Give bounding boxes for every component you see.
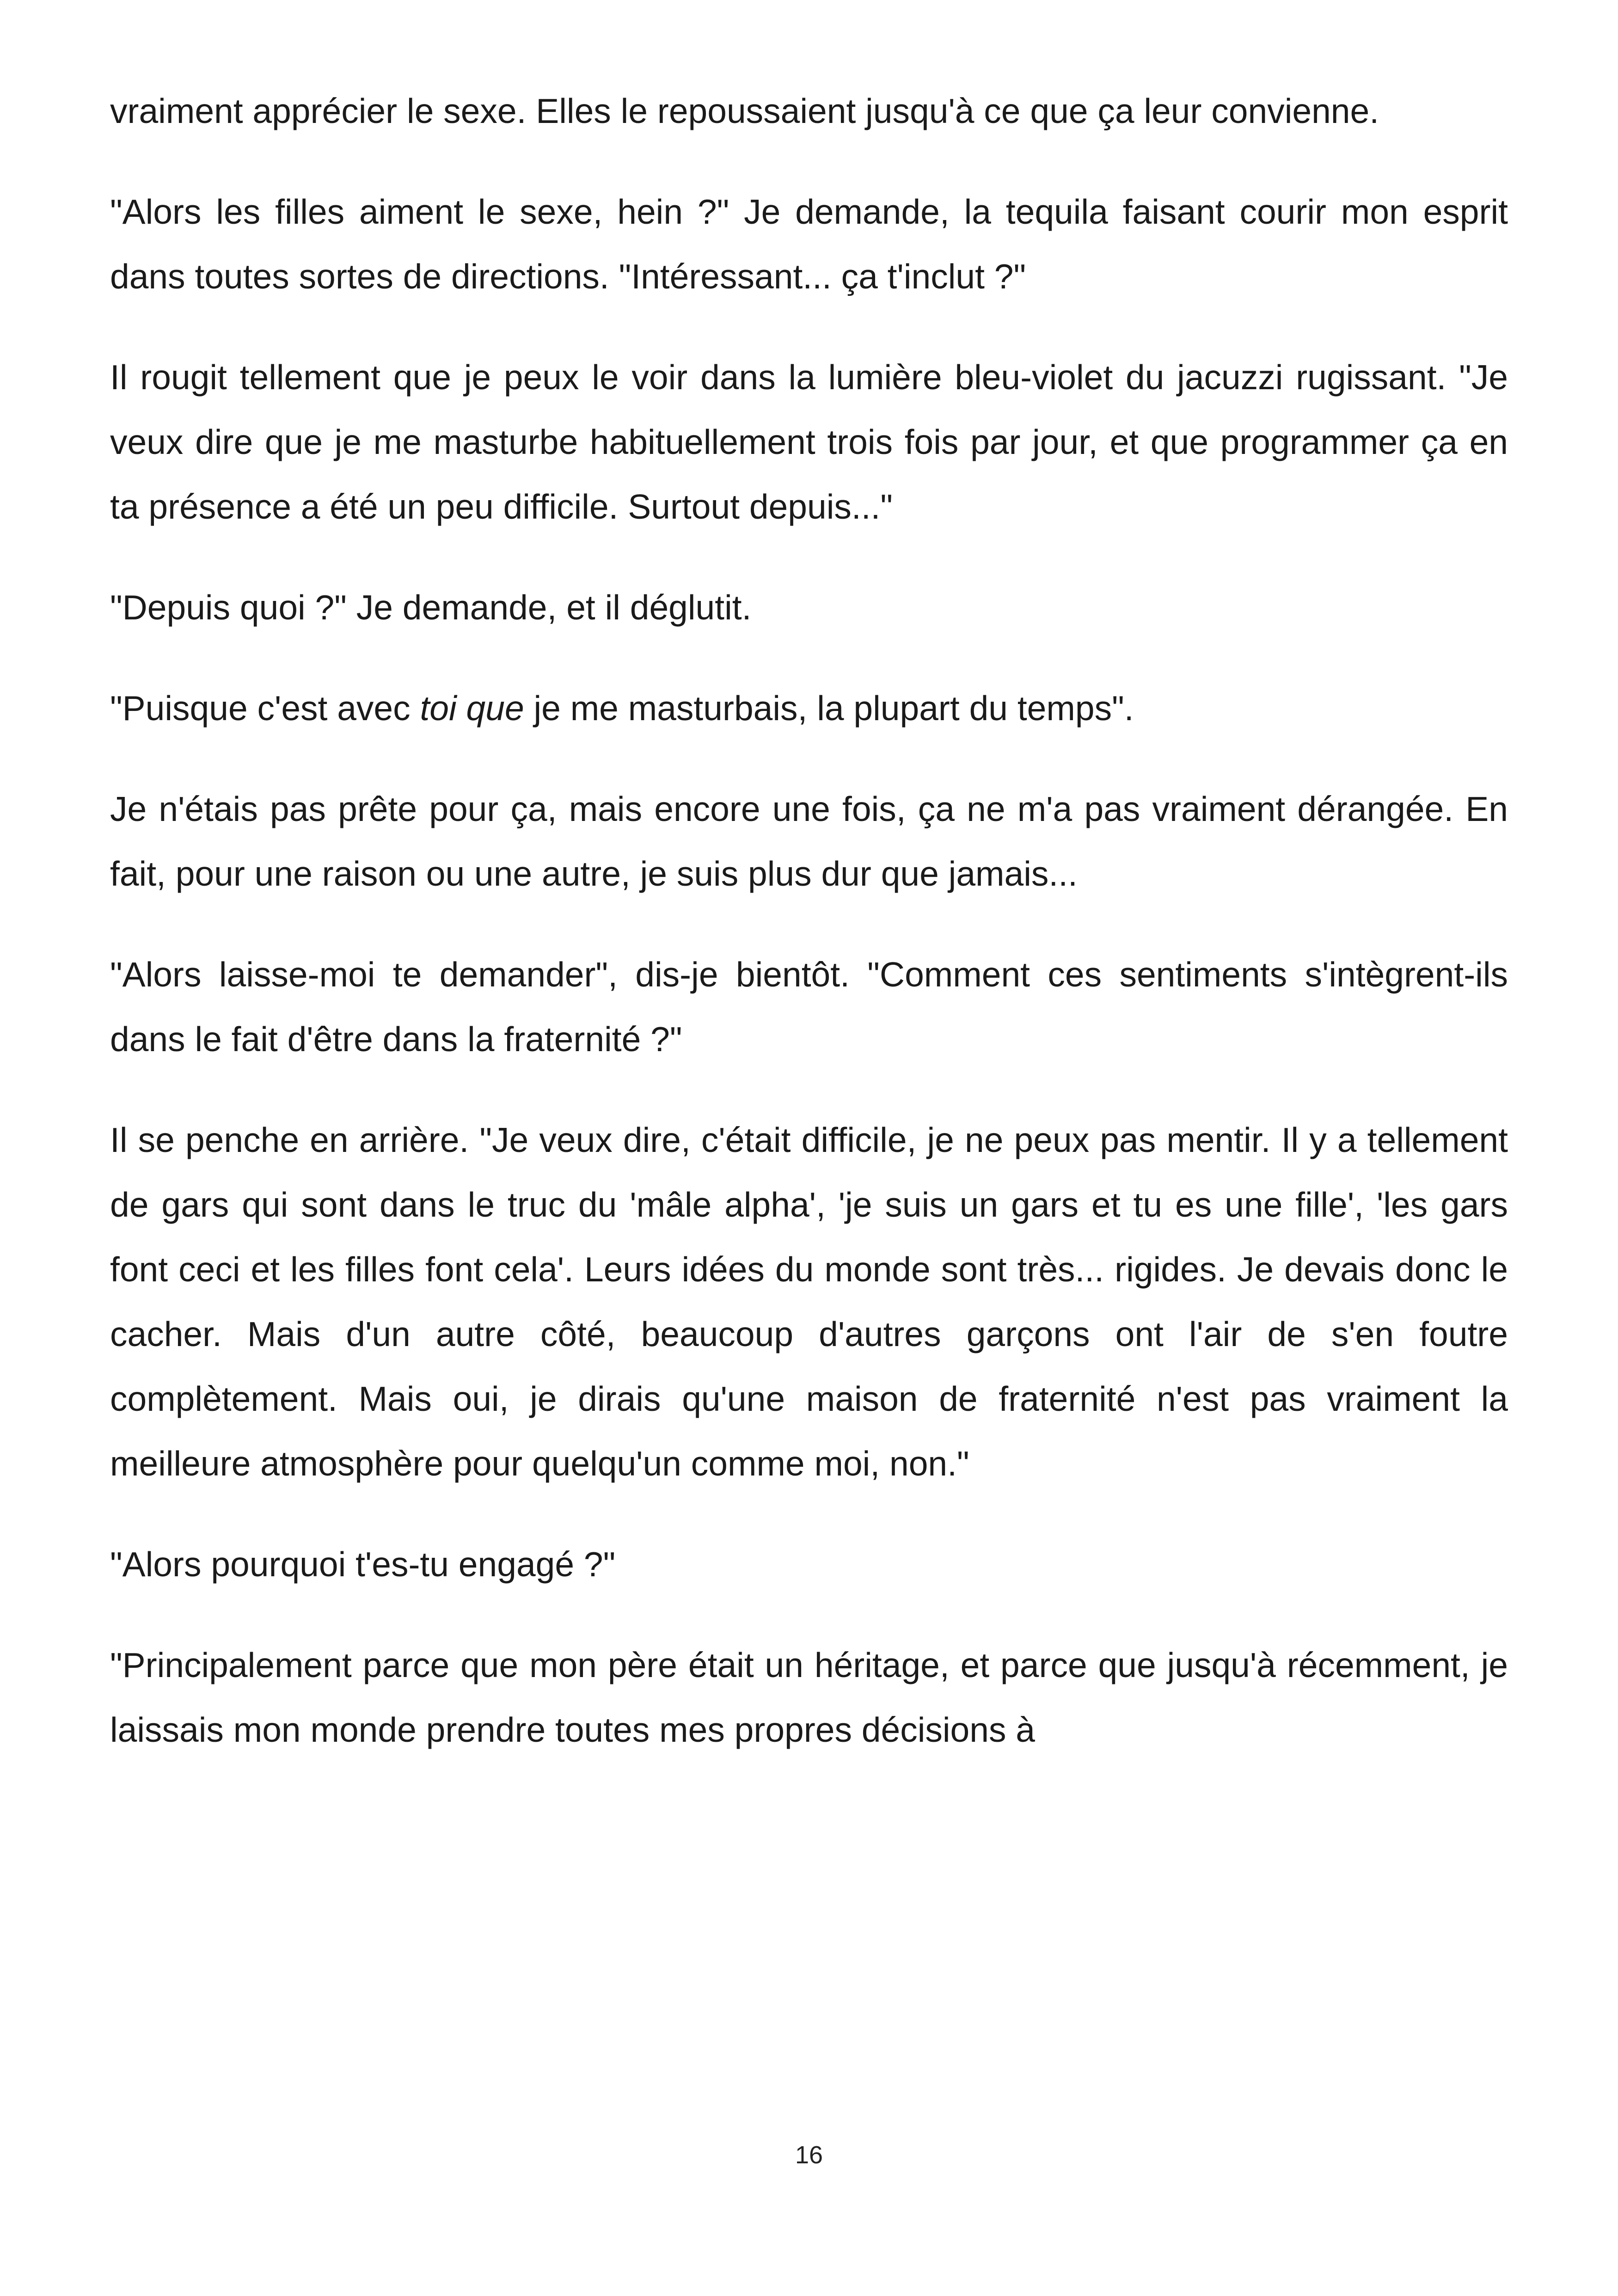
paragraph: Je n'étais pas prête pour ça, mais encore une fois, ça ne m'a pas vraiment dérangée. En fait, pour une raison ou une autre, je suis plus dur que jamais... — [110, 790, 1508, 893]
page-number: 16 — [795, 2141, 823, 2169]
paragraph: vraiment apprécier le sexe. Elles le repoussaient jusqu'à ce que ça leur convienne. — [110, 92, 1379, 130]
body-text — [110, 79, 1508, 1762]
emphasized-text: toi que — [420, 689, 524, 728]
paragraph-text: "Puisque c'est avec — [110, 689, 420, 728]
paragraph: "Alors laisse-moi te demander", dis-je bientôt. "Comment ces sentiments s'intègrent-ils dans le fait d'être dans la fraternité ?" — [110, 955, 1508, 1059]
paragraph: "Alors les filles aiment le sexe, hein ?" Je demande, la tequila faisant courir mon esprit dans toutes sortes de directions. "Intéressant... ça t'inclut ?" — [110, 192, 1508, 296]
paragraph-text: je me masturbais, la plupart du temps". — [524, 689, 1134, 728]
paragraph-with-emphasis — [110, 676, 1508, 741]
paragraph: Il se penche en arrière. "Je veux dire, c'était difficile, je ne peux pas mentir. Il y a tellement de gars qui sont dans le truc du 'mâle alpha', 'je suis un gars et tu es une fille', 'les gars font ceci et les filles font cela'. Leurs idées du monde sont très... rigides. Je devais donc le cacher. Mais d'un autre côté, beaucoup d'autres garçons ont l'air de s'en foutre complètement. Mais oui, je dirais qu'une maison de fraternité n'est pas vraiment la meilleure atmosphère pour quelqu'un comme moi, non." — [110, 1120, 1508, 1483]
paragraph: "Alors pourquoi t'es-tu engagé ?" — [110, 1545, 616, 1584]
paragraph: Il rougit tellement que je peux le voir dans la lumière bleu-violet du jacuzzi rugissant. "Je veux dire que je me masturbe habituellement trois fois par jour, et que programmer ça en ta présence a été un peu difficile. Surtout depuis..." — [110, 358, 1508, 526]
paragraph: "Depuis quoi ?" Je demande, et il déglutit. — [110, 588, 752, 627]
paragraph: "Principalement parce que mon père était un héritage, et parce que jusqu'à récemment, je laissais mon monde prendre toutes mes propres décisions à — [110, 1646, 1508, 1749]
